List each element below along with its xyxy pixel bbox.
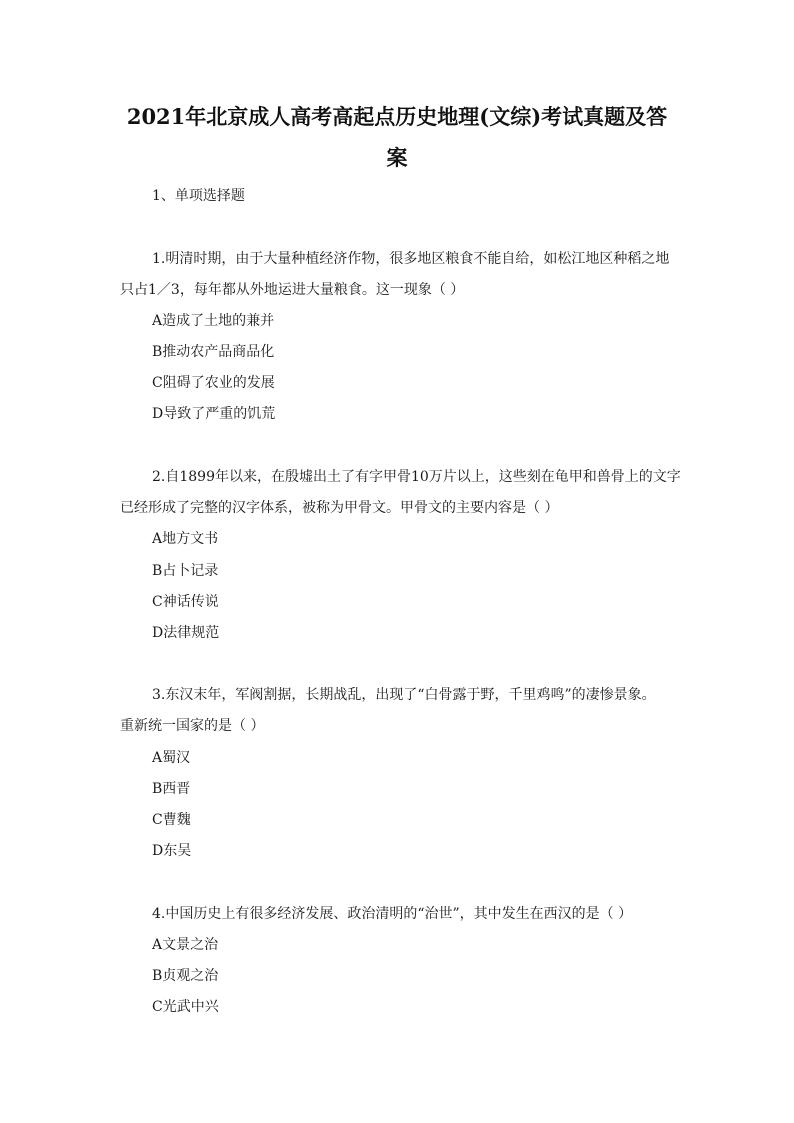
- question-1-option-b: B推动农产品商品化: [152, 344, 275, 360]
- question-4-stem-line-1: 4.中国历史上有很多经济发展、政治清明的“治世”，其中发生在西汉的是（ ）: [152, 906, 633, 922]
- question-2-stem-line-2: 已经形成了完整的汉字体系，被称为甲骨文。甲骨文的主要内容是（ ）: [120, 500, 559, 516]
- question-4-option-c: C光武中兴: [152, 999, 219, 1015]
- document-title-line-2: 案: [386, 145, 408, 170]
- question-2-option-a: A地方文书: [152, 531, 219, 547]
- question-3-option-c: C曹魏: [152, 812, 191, 828]
- question-4-option-b: B贞观之治: [152, 968, 219, 984]
- question-1-option-d: D导致了严重的饥荒: [152, 406, 276, 422]
- question-3-option-a: A蜀汉: [152, 750, 191, 766]
- question-2-stem-line-1: 2.自1899年以来，在殷墟出土了有字甲骨10万片以上，这些刻在龟甲和兽骨上的文字: [152, 469, 681, 485]
- question-3-option-b: B西晋: [152, 781, 191, 797]
- question-1-option-c: C阻碍了农业的发展: [152, 375, 275, 391]
- question-1-stem-line-1: 1.明清时期，由于大量种植经济作物，很多地区粮食不能自给，如松江地区种稻之地: [152, 251, 670, 267]
- question-2-option-c: C神话传说: [152, 594, 219, 610]
- question-2-option-b: B占卜记录: [152, 563, 219, 579]
- question-4-option-a: A文景之治: [152, 937, 219, 953]
- question-1-stem-line-2: 只占1／3，每年都从外地运进大量粮食。这一现象（ ）: [120, 282, 465, 298]
- question-3-stem-line-1: 3.东汉末年，军阀割据，长期战乱，出现了“白骨露于野，千里鸡鸣”的凄惨景象。: [152, 687, 656, 703]
- question-3-stem-line-2: 重新统一国家的是（ ）: [120, 718, 265, 734]
- question-2-option-d: D法律规范: [152, 625, 220, 641]
- section-heading: 1、单项选择题: [152, 188, 245, 204]
- question-3-option-d: D东吴: [152, 843, 192, 859]
- document-title-line-1: 2021年北京成人高考高起点历史地理(文综)考试真题及答: [126, 104, 668, 129]
- question-1-option-a: A造成了土地的兼并: [152, 313, 275, 329]
